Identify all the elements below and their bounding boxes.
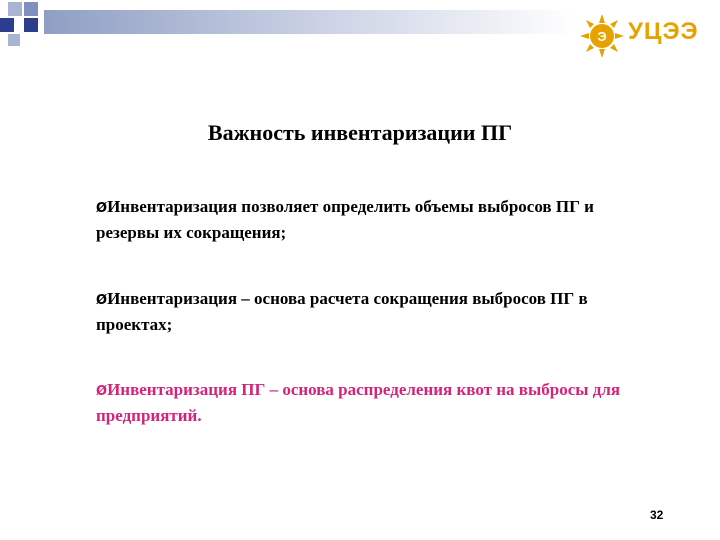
bullet-item bbox=[96, 195, 656, 245]
header-band bbox=[44, 10, 574, 34]
bullet-text: Инвентаризация ПГ – основа распределения квот на выбросы для предприятий. bbox=[96, 380, 621, 425]
corner-square bbox=[8, 34, 20, 46]
arrow-bullet-icon: Ø bbox=[96, 201, 108, 216]
bullet-text: Инвентаризация позволяет определить объемы выбросов ПГ и резервы их сокращения; bbox=[96, 197, 594, 242]
bullet-text: Инвентаризация – основа расчета сокращения выбросов ПГ в проектах; bbox=[96, 289, 588, 334]
arrow-bullet-icon: Ø bbox=[96, 384, 108, 399]
bullet-item bbox=[96, 287, 656, 337]
page-number: 32 bbox=[650, 508, 664, 522]
corner-square bbox=[8, 2, 22, 16]
arrow-bullet-icon: Ø bbox=[96, 293, 108, 308]
corner-square bbox=[0, 18, 14, 32]
slide-title: Важность инвентаризации ПГ bbox=[207, 120, 513, 145]
corner-square bbox=[24, 18, 38, 32]
bullet-item-highlighted bbox=[96, 378, 656, 428]
logo-text: УЦЭЭ bbox=[628, 18, 699, 45]
logo-emblem-letter: Э bbox=[597, 29, 607, 44]
corner-square bbox=[24, 2, 38, 16]
